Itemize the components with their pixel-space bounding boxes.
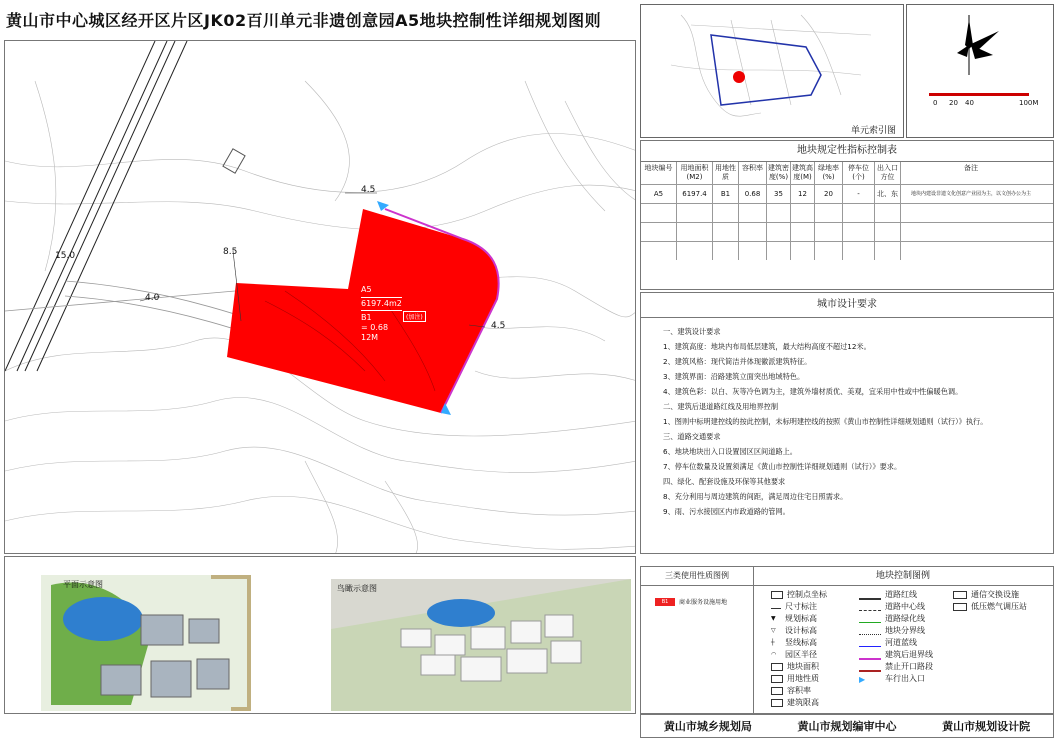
footer-org-2: 黄山市规划编审中心 bbox=[797, 720, 897, 733]
table-cell: B1 bbox=[713, 185, 739, 203]
road-width-label-5: 4.5 bbox=[491, 321, 506, 331]
table-cell: 12 bbox=[791, 185, 815, 203]
plan-illustration bbox=[41, 575, 251, 711]
footer-bar bbox=[640, 714, 1054, 738]
col-header: 建筑密度(%) bbox=[767, 162, 791, 184]
table-cell: - bbox=[843, 185, 875, 203]
col-header: 备注 bbox=[964, 164, 978, 172]
req-line: 四、绿化、配套设施及环保等其他要求 bbox=[663, 477, 786, 486]
road-width-label-3: 8.5 bbox=[223, 247, 238, 257]
req-line: 3、建筑界面：沿路建筑立面突出地域特色。 bbox=[663, 372, 805, 381]
legend-divider bbox=[753, 585, 754, 713]
col-header: 地块编号 bbox=[641, 162, 677, 184]
table-cell: A5 bbox=[641, 185, 677, 203]
north-arrow-icon bbox=[907, 5, 1053, 105]
scale-label-40: 40 bbox=[965, 99, 974, 107]
table-row-empty bbox=[641, 242, 1053, 260]
road-width-label-2: 4.0 bbox=[145, 293, 160, 303]
footer-org-3: 黄山市规划设计院 bbox=[942, 720, 1031, 733]
req-line: 9、雨、污水接园区内市政道路的管网。 bbox=[663, 507, 790, 516]
scale-label-0: 0 bbox=[933, 99, 938, 107]
req-line: 8、充分利用与周边建筑的间距，满足周边住宅日照需求。 bbox=[663, 492, 848, 501]
north-scale-panel bbox=[906, 4, 1054, 138]
control-table-title: 地块规定性指标控制表 bbox=[641, 141, 1053, 162]
footer-org-1: 黄山市城乡规划局 bbox=[663, 720, 752, 733]
legend-item: ▼ 规划标高 bbox=[771, 614, 817, 623]
site-marker bbox=[733, 71, 745, 83]
map-canvas bbox=[5, 41, 636, 554]
road-width-label-4: 4.5 bbox=[361, 185, 376, 195]
aerial-lake bbox=[427, 599, 495, 627]
table-cell: 20 bbox=[815, 185, 843, 203]
page-title: 黄山市中心城区经开区片区JK02百川单元非遗创意园A5地块控制性详细规划图则 bbox=[6, 11, 602, 30]
control-table bbox=[640, 140, 1054, 290]
control-table-header bbox=[641, 162, 1053, 185]
scale-label-20: 20 bbox=[949, 99, 958, 107]
parcel-id: A5 bbox=[361, 285, 372, 294]
road-width-label-1: 15.0 bbox=[55, 251, 76, 261]
index-map-label: 单元索引图 bbox=[851, 126, 897, 136]
legend-item: ┼ 竖线标高 bbox=[771, 638, 817, 647]
legend-item: 道路红线 bbox=[859, 589, 917, 600]
req-line: 1、图则中标明建控线的按此控制，未标明建控线的按照《黄山市控制性详细规划通则（试行）》执行。 bbox=[663, 417, 988, 426]
aerial-label: 鸟瞰示意图 bbox=[337, 584, 377, 593]
legend-item: 建筑限高 bbox=[771, 697, 819, 708]
table-cell: 35 bbox=[767, 185, 791, 203]
legend-item: 控制点坐标 bbox=[771, 589, 827, 600]
legend-item: 建筑后退界线 bbox=[859, 649, 933, 660]
legend-item: ▶ 车行出入口 bbox=[859, 674, 925, 684]
legend-item: 通信交换设施 bbox=[953, 589, 1019, 600]
legend-panel bbox=[640, 566, 1054, 714]
table-cell: 6197.4 bbox=[677, 185, 713, 203]
requirements-title: 城市设计要求 bbox=[641, 293, 1053, 318]
land-use-item bbox=[655, 597, 727, 606]
parcel-far: = 0.68 bbox=[361, 323, 389, 332]
land-use-label: 商业服务设施用地 bbox=[679, 599, 728, 606]
illustrations-panel bbox=[4, 556, 636, 714]
req-line: 二、建筑后退道路红线及用地界控制 bbox=[663, 402, 779, 411]
legend-item: ◠ 园区半径 bbox=[771, 650, 817, 659]
req-line: 三、道路交通要求 bbox=[663, 432, 721, 441]
col-header: 出入口方位 bbox=[875, 162, 901, 184]
index-map bbox=[640, 4, 904, 138]
legend-item: 禁止开口路段 bbox=[859, 661, 933, 672]
parcel-area: 6197.4m2 bbox=[361, 297, 402, 311]
parcel-info bbox=[361, 285, 402, 343]
table-row bbox=[641, 185, 1053, 204]
req-line: 一、建筑设计要求 bbox=[663, 327, 721, 336]
req-line: 1、建筑高度：地块内布局低层建筑，最大结构高度不超过12米。 bbox=[663, 342, 871, 351]
req-line: 6、地块地块出入口设置园区区间道路上。 bbox=[663, 447, 797, 456]
col-header: 容积率 bbox=[739, 162, 767, 184]
legend-item: 道路绿化线 bbox=[859, 613, 925, 624]
land-use-swatch: B1 bbox=[655, 598, 675, 606]
legend-item: 地块面积 bbox=[771, 661, 819, 672]
legend-item: 尺寸标注 bbox=[771, 601, 817, 612]
table-row-empty bbox=[641, 204, 1053, 223]
land-use-legend-title: 三类使用性质图例 bbox=[641, 567, 754, 586]
legend-item: 道路中心线 bbox=[859, 601, 925, 612]
main-map bbox=[4, 40, 636, 554]
parcel-tag: (加注) bbox=[403, 311, 426, 322]
requirements-body bbox=[641, 318, 1053, 519]
col-header: 用地面积(M2) bbox=[677, 162, 713, 184]
expressway bbox=[5, 41, 187, 371]
req-line: 2、建筑风格：现代简洁并体现徽派建筑特征。 bbox=[663, 357, 812, 366]
scale-label-100: 100M bbox=[1019, 99, 1039, 107]
legend-item: 容积率 bbox=[771, 685, 811, 696]
aerial-illustration bbox=[331, 579, 631, 711]
col-header: 停车位(个) bbox=[843, 162, 875, 184]
scale-bar bbox=[929, 93, 1029, 96]
index-map-canvas bbox=[641, 5, 903, 123]
req-line: 7、停车位数量及设置须满足《黄山市控制性详细规划通则（试行）》要求。 bbox=[663, 462, 902, 471]
design-requirements bbox=[640, 292, 1054, 554]
col-header: 绿地率(%) bbox=[815, 162, 843, 184]
plan-label: 平面示意图 bbox=[63, 580, 103, 589]
plan-lake bbox=[63, 597, 143, 641]
legend-item: 河道蓝线 bbox=[859, 637, 917, 648]
parcel-land-code: B1 bbox=[361, 313, 372, 322]
legend-item: 用地性质 bbox=[771, 673, 819, 684]
req-line: 4、建筑色彩：以白、灰等冷色调为主，建筑外墙材质优、美观，宜采用中性或中性偏暖色调。 bbox=[663, 387, 963, 396]
legend-item: 低压燃气调压站 bbox=[953, 601, 1027, 612]
table-cell: 0.68 bbox=[739, 185, 767, 203]
col-header: 建筑高度(M) bbox=[791, 162, 815, 184]
table-cell: 地块内建设非遗文化创意产业园为主，以文创办公为主 bbox=[910, 191, 1031, 197]
control-legend-title: 地块控制图例 bbox=[753, 567, 1053, 586]
parcel-height: 12M bbox=[361, 333, 379, 342]
legend-item: ▽ 设计标高 bbox=[771, 626, 817, 635]
table-row-empty bbox=[641, 223, 1053, 242]
legend-item: 地块分界线 bbox=[859, 625, 925, 636]
table-cell: 北、东 bbox=[875, 185, 901, 203]
col-header: 用地性质 bbox=[713, 162, 739, 184]
